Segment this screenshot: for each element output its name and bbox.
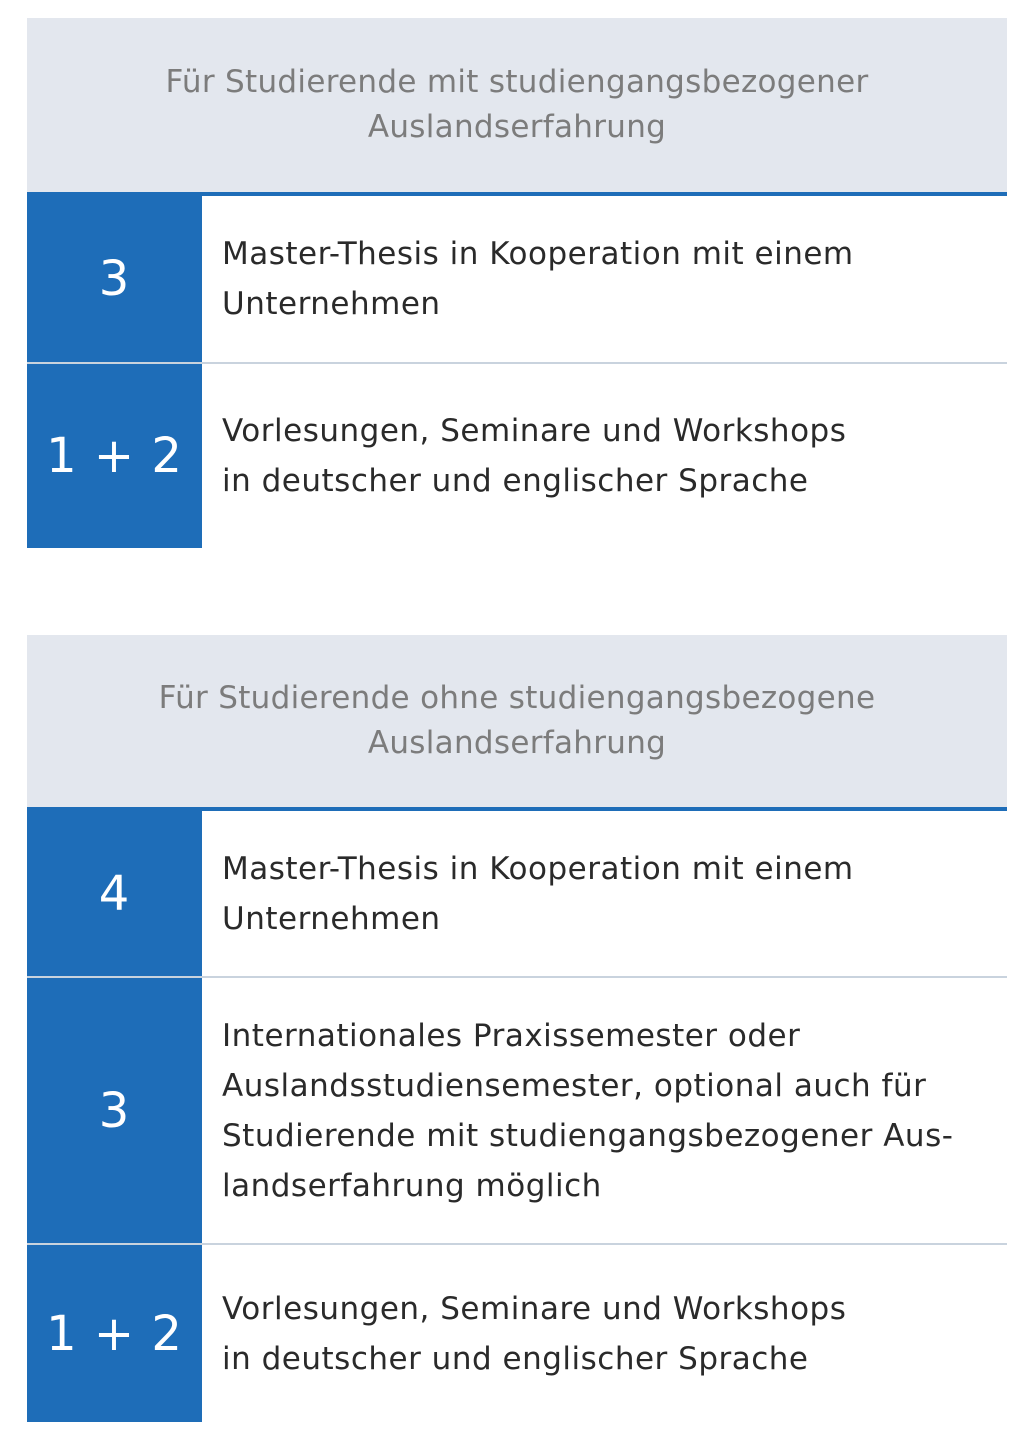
semester-description: Master-Thesis in Kooperation mit einem Unternehmen: [222, 850, 854, 937]
semester-number: 1 + 2: [27, 1245, 202, 1422]
semester-number: 1 + 2: [27, 364, 202, 548]
semester-row: [27, 364, 1007, 548]
semester-number: 3: [27, 978, 202, 1243]
section-header: Für Studierende ohne studiengangsbezogene Auslandserfahrung: [27, 635, 1007, 811]
semester-description: Vorlesungen, Seminare und Workshops in deutscher und englischer Sprache: [222, 413, 847, 499]
section-without-experience: [27, 635, 1007, 1422]
section-with-experience: [27, 18, 1007, 548]
semester-description: Master-Thesis in Kooperation mit einem Unternehmen: [222, 236, 854, 322]
semester-description: Vorlesungen, Seminare und Workshops in deutscher und englischer Sprache: [222, 1290, 847, 1377]
semester-row: [27, 978, 1007, 1245]
semester-number: 3: [27, 196, 202, 362]
semester-row: [27, 196, 1007, 364]
semester-row: [27, 811, 1007, 978]
section-header: Für Studierende mit studiengangsbezogener Auslandserfahrung: [27, 18, 1007, 196]
semester-description: Internationales Praxissemester oder Auslandsstudiensemester, optional auch für Studierende mit studiengangsbezogener Aus- landserfahrung möglich: [222, 1017, 954, 1204]
semester-row: [27, 1245, 1007, 1422]
semester-number: 4: [27, 811, 202, 976]
